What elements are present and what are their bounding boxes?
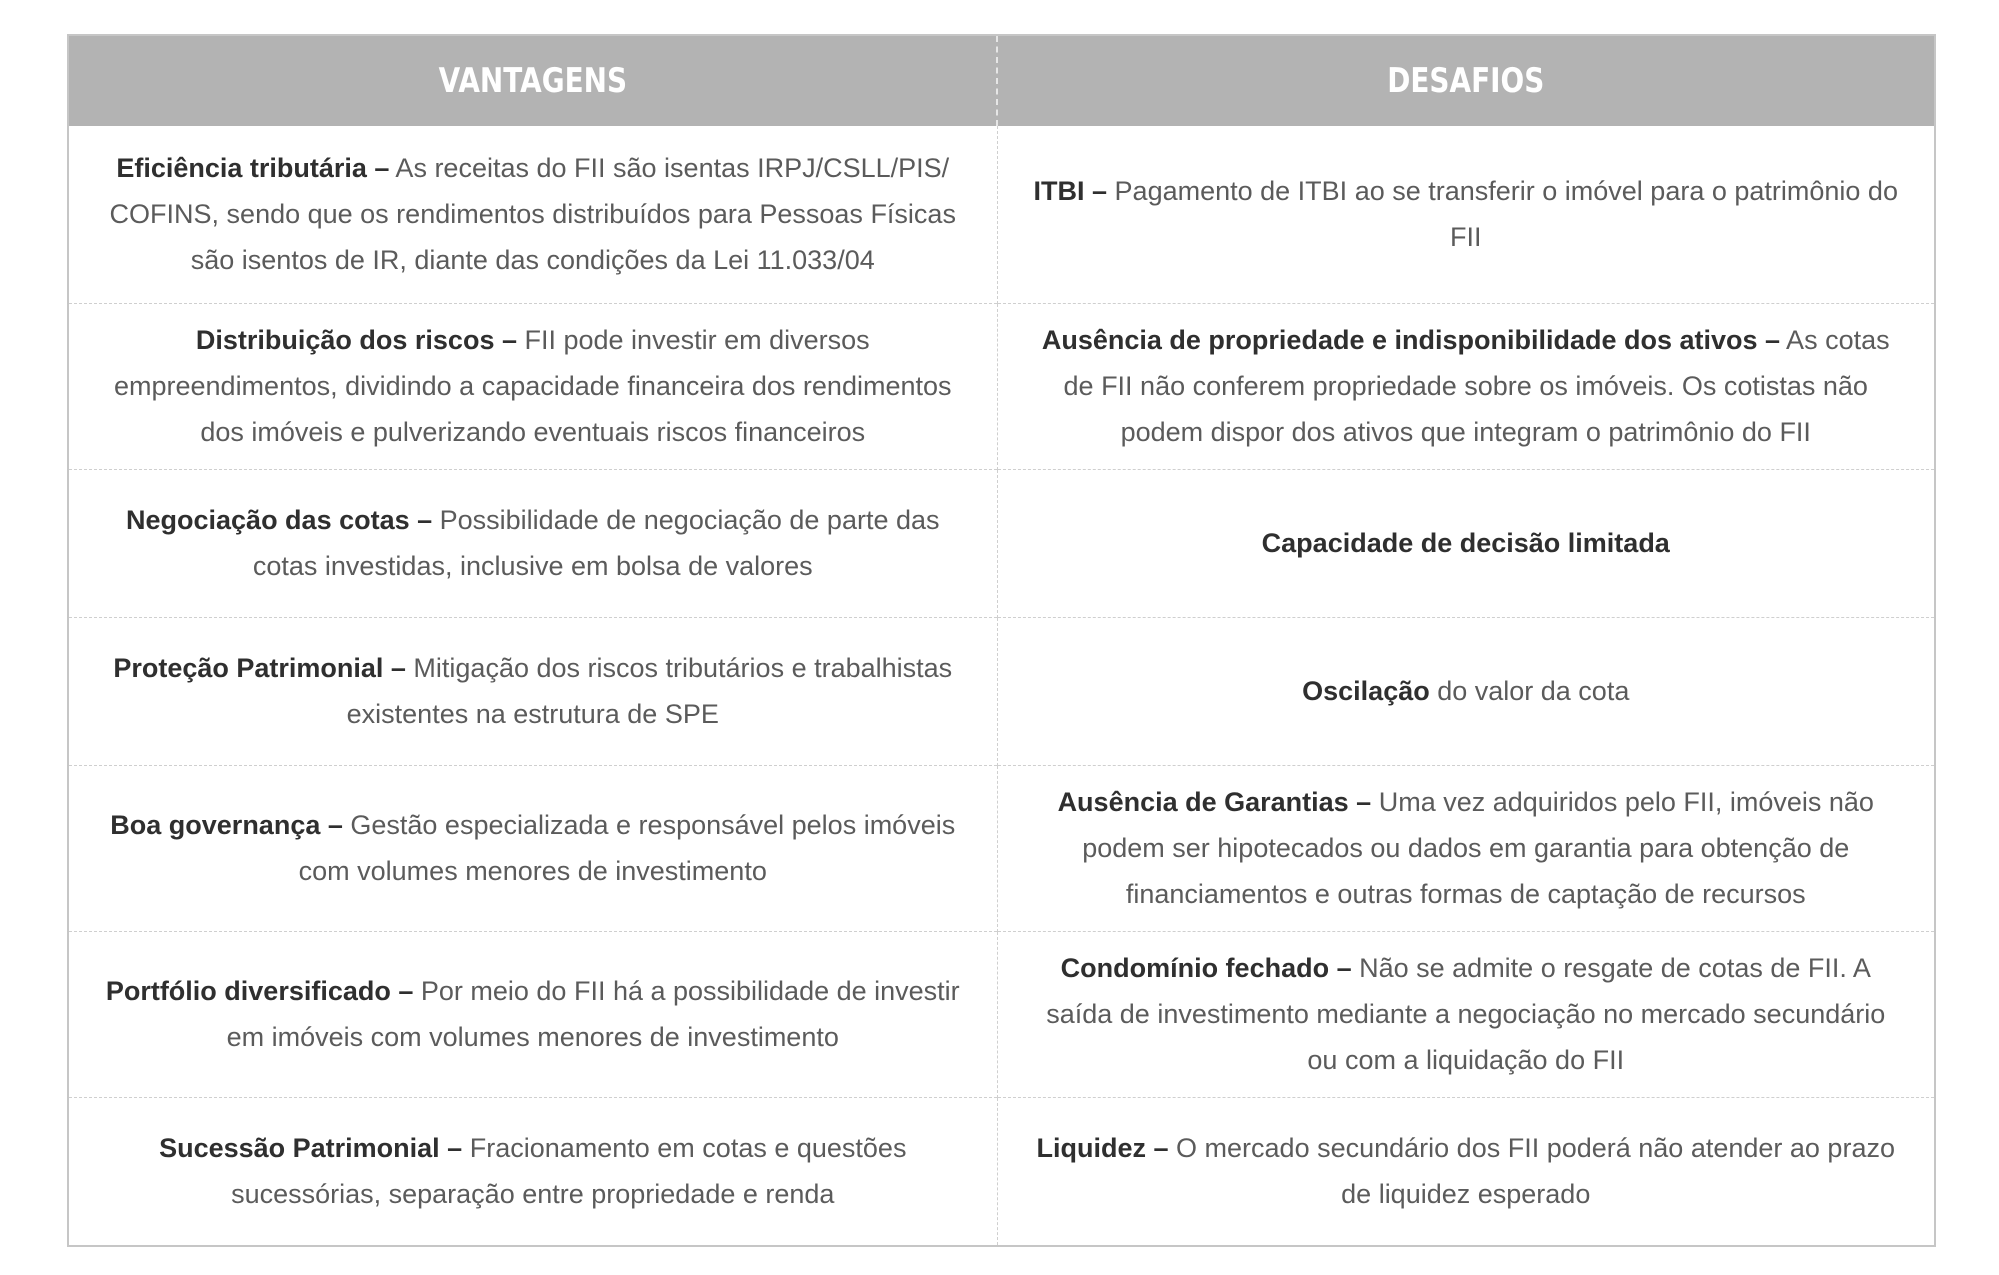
header-desafios: DESAFIOS (997, 36, 1934, 126)
advantage-cell (69, 303, 997, 469)
table-row (69, 617, 1934, 765)
challenge-cell (997, 1097, 1934, 1245)
challenge-title: Oscilação (1302, 676, 1430, 706)
table-row (69, 1097, 1934, 1245)
challenge-text: O mercado secundário dos FII poderá não atender ao prazo de liquidez esperado (1168, 1133, 1895, 1210)
challenge-title: Capacidade de decisão limitada (1261, 528, 1670, 558)
challenge-text: Não se admite o resgate de cotas de FII. A saída de investimento mediante a negociação no mercado secundário ou com a liquidação do FII (1046, 953, 1886, 1075)
advantage-title: Boa governança – (110, 810, 343, 840)
advantage-title: Sucessão Patrimonial – (159, 1133, 463, 1164)
advantage-cell (69, 469, 997, 617)
advantage-cell (69, 765, 997, 931)
advantage-text: Gestão especializada e responsável pelos imóveis com volumes menores de investimento (298, 810, 956, 886)
challenge-title: Ausência de propriedade e indisponibilidade dos ativos – (1041, 325, 1781, 355)
advantage-title: Proteção Patrimonial – (113, 653, 406, 683)
advantage-cell (69, 617, 997, 765)
advantage-cell (69, 1097, 997, 1245)
advantage-text: As receitas do FII são isentas IRPJ/CSLL/PIS/ COFINS, sendo que os rendimentos distribuídos para Pessoas Físicas são isentos de IR, diante das condições da Lei 11.033/04 (109, 153, 956, 276)
advantage-title: Portfólio diversificado – (105, 976, 414, 1006)
table-row (69, 765, 1934, 931)
header-vantagens: VANTAGENS (69, 36, 997, 126)
advantage-text: Fracionamento em cotas e questões sucessórias, separação entre propriedade e renda (231, 1133, 907, 1210)
table-row (69, 303, 1934, 469)
advantage-title: Eficiência tributária – (116, 153, 390, 184)
table-body (69, 126, 1934, 1245)
challenge-cell (997, 303, 1934, 469)
challenge-title: Ausência de Garantias – (1057, 787, 1372, 817)
challenge-title: ITBI – (1033, 176, 1108, 207)
advantage-text: FII pode investir em diversos empreendimentos, dividindo a capacidade financeira dos rendimentos dos imóveis e pulverizando eventuais riscos financeiros (113, 325, 952, 447)
challenge-text: Pagamento de ITBI ao se transferir o imóvel para o patrimônio do FII (1107, 176, 1898, 253)
challenge-text: do valor da cota (1429, 676, 1630, 706)
advantage-text: Mitigação dos riscos tributários e trabalhistas existentes na estrutura de SPE (346, 653, 953, 729)
advantage-title: Distribuição dos riscos – (195, 325, 517, 355)
advantage-text: Possibilidade de negociação de parte das cotas investidas, inclusive em bolsa de valores (252, 505, 940, 581)
table-row (69, 126, 1934, 303)
advantage-cell (69, 126, 997, 303)
table-row (69, 469, 1934, 617)
challenge-cell (997, 469, 1934, 617)
challenge-cell (997, 765, 1934, 931)
header-row (69, 36, 1934, 126)
challenge-title: Condomínio fechado – (1060, 953, 1352, 983)
table-row (69, 931, 1934, 1097)
comparison-table-container (67, 34, 1936, 1247)
advantage-text: Por meio do FII há a possibilidade de investir em imóveis com volumes menores de investimento (226, 976, 960, 1052)
advantage-title: Negociação das cotas – (126, 505, 433, 535)
challenge-cell (997, 126, 1934, 303)
advantages-challenges-table (69, 36, 1934, 1245)
challenge-title: Liquidez – (1036, 1133, 1169, 1164)
challenge-text: As cotas de FII não conferem propriedade sobre os imóveis. Os cotistas não podem dispor dos ativos que integram o patrimônio do FII (1063, 325, 1890, 447)
table-header (69, 36, 1934, 126)
advantage-cell (69, 931, 997, 1097)
challenge-text: Uma vez adquiridos pelo FII, imóveis não podem ser hipotecados ou dados em garantia para obtenção de financiamentos e outras formas de captação de recursos (1082, 787, 1874, 909)
challenge-cell (997, 931, 1934, 1097)
challenge-cell (997, 617, 1934, 765)
